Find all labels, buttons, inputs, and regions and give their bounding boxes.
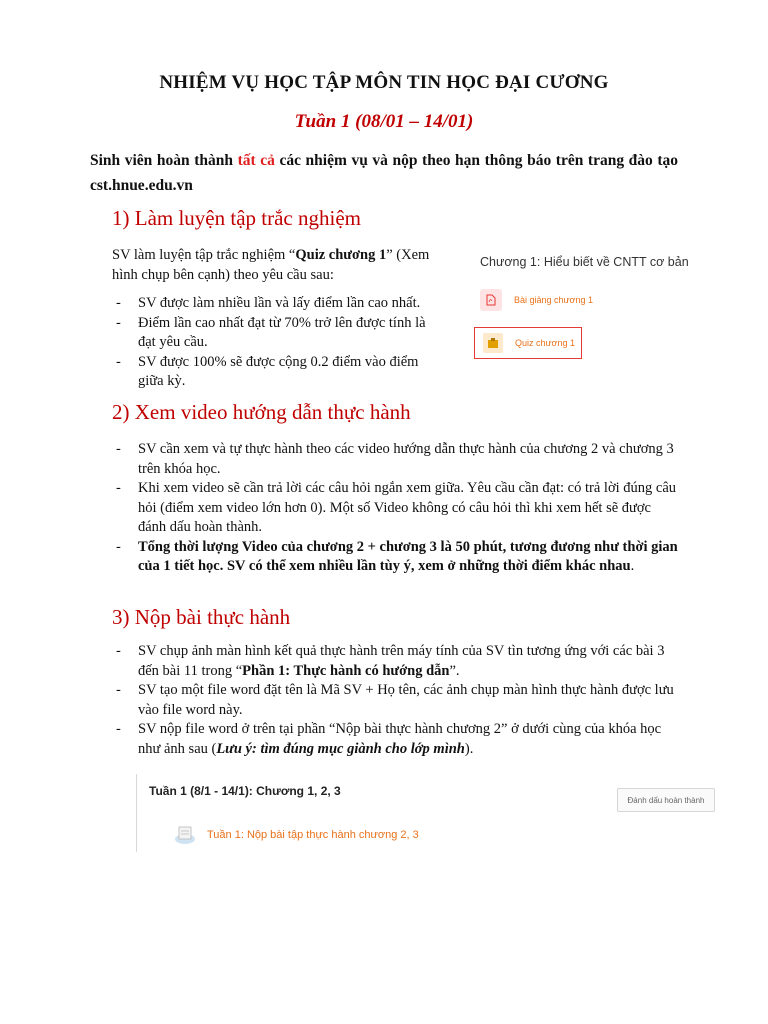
quiz-icon: [483, 333, 503, 353]
item1-bold: Phần 1: Thực hành có hướng dẫn: [242, 662, 450, 679]
section1-list: [112, 294, 442, 392]
section1-paragraph: [112, 246, 452, 285]
item3-a: SV nộp file word ở trên tại phần “Nộp bài thực hành chương 2” ở dưới cùng của khóa học như ảnh sau (: [138, 721, 662, 757]
week-subtitle: Tuần 1 (08/01 – 14/01): [294, 111, 474, 132]
section3-list: [112, 642, 680, 759]
section2-heading: 2) Xem video hướng dẫn thực hành: [112, 400, 411, 424]
section1-heading: 1) Làm luyện tập trắc nghiệm: [112, 206, 361, 230]
bold-item-end: .: [630, 558, 635, 574]
section2-list: [112, 440, 680, 577]
intro-text-2: các nhiệm vụ và nộp theo hạn thông báo trên trang đào tạo cst.hnue.edu.vn: [90, 152, 679, 194]
item1-b: ”.: [449, 662, 460, 679]
lecture-link[interactable]: Bài giảng chương 1: [514, 295, 593, 305]
list-item: - SV cần xem và tự thực hành theo các video hướng dẫn thực hành của chương 2 và chương 3 trên khóa học.: [112, 440, 680, 479]
page-title: NHIỆM VỤ HỌC TẬP MÔN TIN HỌC ĐẠI CƯƠNG: [159, 72, 609, 93]
quiz-highlight-box: [474, 327, 582, 359]
pdf-icon: [480, 289, 502, 311]
assignment-icon: [173, 824, 197, 846]
list-item: [112, 720, 680, 759]
item3-bold: Lưu ý: tìm đúng mục giành cho lớp mình: [216, 740, 465, 757]
section1-para-b: ” (Xem hình chụp bên cạnh) theo yêu cầu sau:: [112, 247, 430, 283]
item3-b: ).: [464, 740, 474, 757]
mark-done-button[interactable]: Đánh dấu hoàn thành: [617, 788, 715, 812]
section1-para-bold: Quiz chương 1: [295, 247, 387, 263]
item1-a: SV chụp ảnh màn hình kết quả thực hành trên máy tính của SV tìn tương ứng với các bài 3 đến bài 11 trong “: [138, 643, 665, 679]
section1-para-a: SV làm luyện tập trắc nghiệm “: [112, 247, 296, 263]
course-screenshot: [468, 238, 698, 378]
list-item: [112, 642, 680, 681]
intro-text-1: Sinh viên hoàn thành: [90, 152, 238, 169]
section3-heading: 3) Nộp bài thực hành: [112, 605, 291, 629]
lecture-row: [480, 289, 593, 311]
week-screenshot: [136, 774, 723, 852]
bold-text: Tổng thời lượng Video của chương 2 + chương 3 là 50 phút, tương đương như thời gian của 1 tiết học. SV có thể xem nhiều lần tùy ý, xem ở những thời điểm khác nhau: [138, 538, 678, 574]
list-item: - SV được 100% sẽ được cộng 0.2 điểm vào điểm giữa kỳ.: [112, 353, 442, 392]
quiz-link[interactable]: Quiz chương 1: [515, 338, 575, 348]
chapter-title: Chương 1: Hiểu biết về CNTT cơ bản: [480, 255, 689, 269]
week-section-title: Tuần 1 (8/1 - 14/1): Chương 1, 2, 3: [149, 784, 341, 798]
list-item: - SV được làm nhiều lần và lấy điểm lần cao nhất.: [112, 294, 442, 314]
intro-highlight: tất cả: [237, 152, 275, 169]
list-item: - Khi xem video sẽ cần trả lời các câu hỏi ngắn xem giữa. Yêu cầu cần đạt: có trả lời đúng câu hỏi (điểm xem video lớn hơn 0). Một số Video không có câu hỏi thì khi xem hết sẽ được đánh dấu hoàn thành.: [112, 479, 680, 538]
list-item: - SV tạo một file word đặt tên là Mã SV + Họ tên, các ảnh chụp màn hình thực hành được lưu vào file word này.: [112, 681, 680, 720]
list-item-bold: [112, 538, 680, 577]
list-item: - Điểm lần cao nhất đạt từ 70% trở lên được tính là đạt yêu cầu.: [112, 314, 442, 353]
intro-paragraph: [90, 148, 678, 198]
assignment-link[interactable]: Tuần 1: Nộp bài tập thực hành chương 2, 3: [207, 829, 419, 841]
assignment-row: [173, 824, 419, 846]
